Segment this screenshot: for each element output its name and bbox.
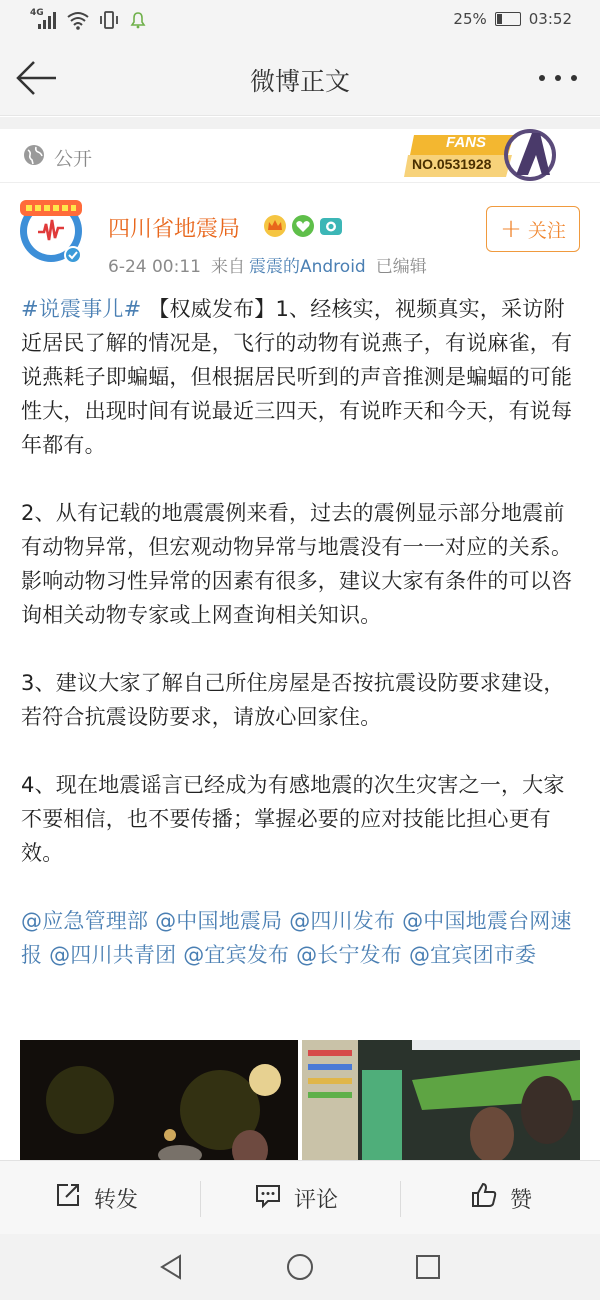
action-bar: [0, 1160, 600, 1234]
edited-label: 已编辑: [375, 257, 427, 277]
mention-link[interactable]: @宜宾团市委: [408, 943, 537, 967]
mention-link[interactable]: @宜宾发布: [183, 943, 290, 967]
like-label: 赞: [510, 1187, 533, 1213]
comment-button[interactable]: [254, 1161, 338, 1235]
vibrate-icon: [98, 10, 120, 34]
system-nav-bar: [0, 1234, 600, 1300]
post-image-2[interactable]: [302, 1040, 580, 1160]
mention-link[interactable]: @四川共青团: [49, 943, 177, 967]
system-back-icon[interactable]: [156, 1252, 186, 1282]
wifi-icon: [66, 10, 90, 34]
system-recents-icon[interactable]: [413, 1252, 443, 1282]
post-date: 6-24 00:11: [108, 257, 201, 277]
visibility-label: 公开: [54, 148, 93, 170]
paragraph-1-text: 【权威发布】1、经核实，视频真实，采访附近居民了解的情况是，飞行的动物有说燕子，有说麻雀，有说燕耗子即蝙蝠，但根据居民听到的声音推测是蝙蝠的可能性大，出现时间有说最近三四天，有说昨天和今天，有说每年都有。: [21, 297, 573, 457]
plus-icon: +: [500, 214, 522, 244]
author-name[interactable]: 四川省地震局: [108, 217, 241, 242]
comment-label: 评论: [294, 1187, 339, 1213]
action-divider: [400, 1181, 401, 1217]
mention-link[interactable]: @中国地震台网速报: [21, 909, 572, 967]
post-body: [21, 292, 581, 1006]
author-badges: [263, 214, 343, 242]
system-home-icon[interactable]: [285, 1252, 315, 1282]
status-bar: [0, 0, 600, 40]
action-divider: [200, 1181, 201, 1217]
battery-fill: [497, 14, 502, 24]
network-type: 4G: [30, 8, 44, 18]
avatar[interactable]: [18, 198, 84, 264]
globe-icon: [22, 143, 46, 172]
like-button[interactable]: [470, 1161, 532, 1235]
more-dots-icon[interactable]: [536, 60, 580, 96]
heart-badge-icon[interactable]: [291, 214, 315, 242]
visibility-indicator[interactable]: [22, 143, 92, 172]
camera-badge-icon[interactable]: [319, 214, 343, 242]
mentions-list: [21, 904, 581, 972]
mention-link[interactable]: @四川发布: [289, 909, 396, 933]
fans-word: FANS: [446, 134, 487, 151]
post-paragraph-3: 3、建议大家了解自己所住房屋是否按抗震设防要求建设，若符合抗震设防要求，请放心回家住。: [21, 671, 565, 729]
from-label: 来自: [210, 257, 245, 277]
hashtag-link[interactable]: #说震事儿#: [21, 297, 142, 321]
post-paragraph-1: [21, 292, 581, 462]
mention-link[interactable]: @中国地震局: [155, 909, 283, 933]
post-source[interactable]: 震震的Android: [248, 257, 366, 277]
follow-label: 关注: [527, 219, 566, 242]
mention-link[interactable]: @应急管理部: [21, 909, 149, 933]
fans-number: NO.0531928: [412, 156, 492, 172]
thumbs-up-icon: [470, 1181, 498, 1215]
post-paragraph-4: 4、现在地震谣言已经成为有感地震的次生灾害之一，大家不要相信，也不要传播；掌握必要的应对技能比担心更有效。: [21, 773, 565, 865]
repost-icon: [54, 1181, 82, 1215]
notification-icon: [128, 10, 148, 34]
battery-percent: 25%: [453, 10, 487, 28]
mention-link[interactable]: @长宁发布: [296, 943, 403, 967]
post-meta: [108, 252, 427, 277]
post-paragraph-2: 2、从有记载的地震震例来看，过去的震例显示部分地震前有动物异常，但宏观动物异常与地震没有一一对应的关系。影响动物习性异常的因素有很多，建议大家有条件的可以咨询相关动物专家或上网查询相关知识。: [21, 501, 573, 627]
status-time: 03:52: [528, 10, 572, 28]
post-image-1[interactable]: [20, 1040, 298, 1160]
comment-icon: [254, 1181, 282, 1215]
status-right: [453, 10, 572, 28]
repost-label: 转发: [94, 1187, 139, 1213]
status-left: [28, 10, 148, 34]
page-title: 微博正文: [249, 67, 350, 96]
crown-vip-icon[interactable]: [263, 214, 287, 242]
repost-button[interactable]: [54, 1161, 138, 1235]
nav-bar: [0, 40, 600, 116]
follow-button[interactable]: [486, 206, 580, 252]
battery-icon: [495, 12, 521, 26]
